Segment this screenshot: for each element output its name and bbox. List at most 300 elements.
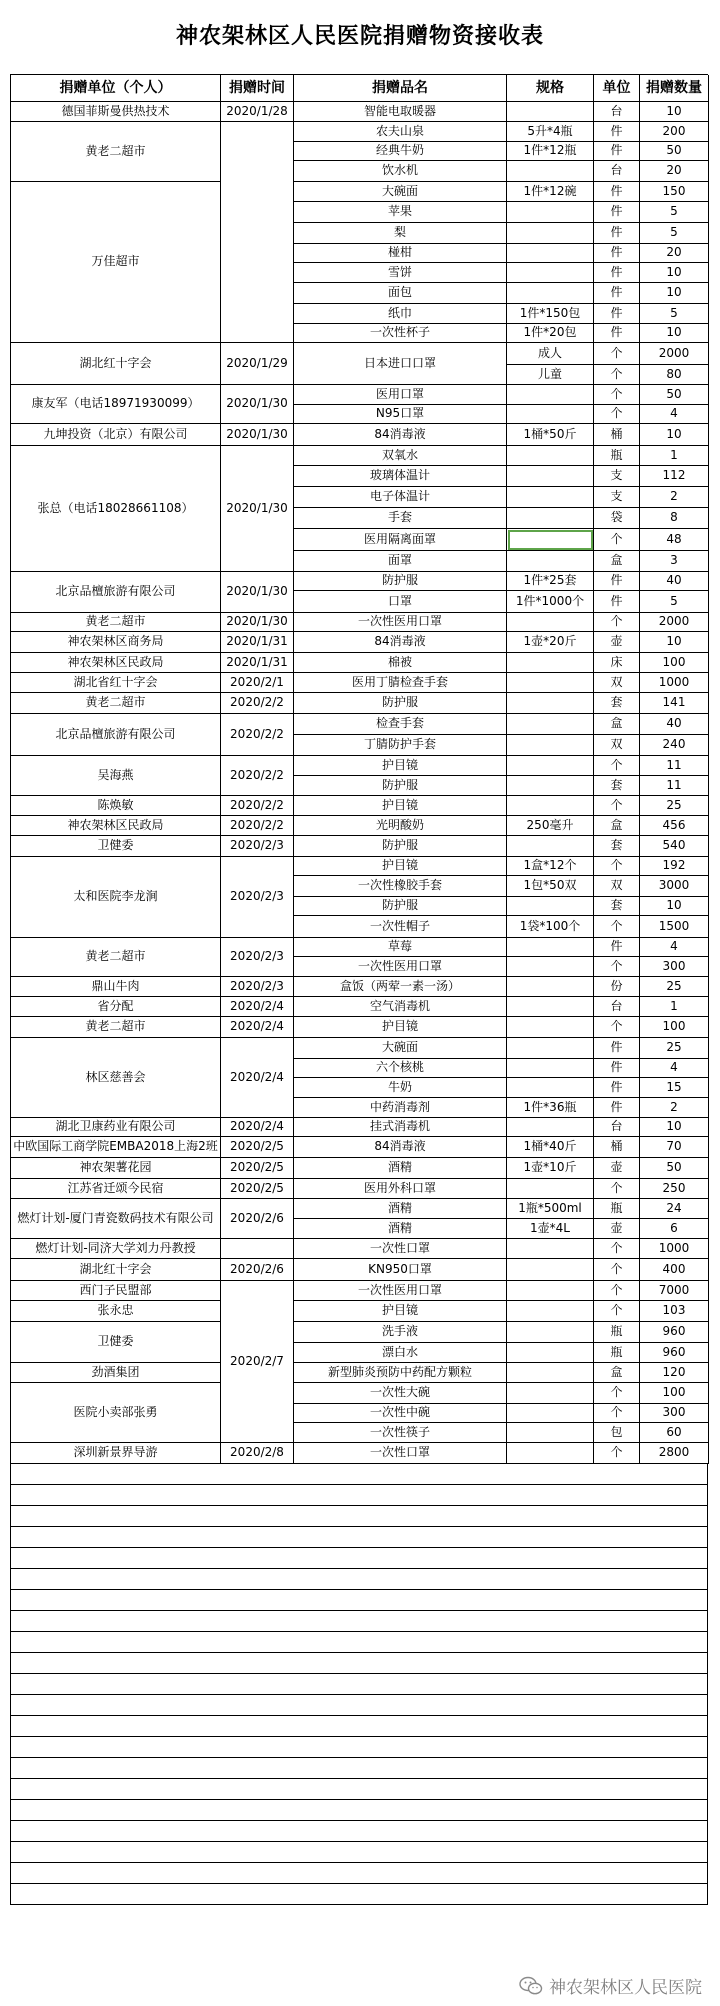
cell-unit: 盒	[594, 551, 640, 572]
cell-item: 防护服	[294, 897, 507, 916]
cell-qty: 103	[640, 1301, 709, 1322]
cell-qty: 6	[640, 1219, 709, 1239]
cell-spec	[507, 487, 594, 508]
cell-qty: 4	[640, 938, 709, 957]
cell-date: 2020/2/5	[221, 1137, 294, 1158]
cell-spec	[507, 1343, 594, 1363]
cell-qty: 48	[640, 529, 709, 551]
cell-qty: 10	[640, 897, 709, 916]
cell-spec	[507, 1179, 594, 1199]
cell-donor: 鼎山牛肉	[11, 977, 221, 997]
cell-item: 丁腈防护手套	[294, 735, 507, 756]
cell-date: 2020/2/4	[221, 1017, 294, 1038]
empty-row	[11, 1716, 708, 1737]
cell-unit: 件	[594, 202, 640, 223]
cell-spec	[507, 1281, 594, 1301]
cell-qty: 11	[640, 776, 709, 796]
cell-qty: 2000	[640, 613, 709, 632]
cell-spec: 1件*12碗	[507, 182, 594, 202]
cell-qty: 100	[640, 653, 709, 673]
cell-unit: 件	[594, 244, 640, 263]
cell-spec: 1瓶*500ml	[507, 1199, 594, 1219]
cell-unit: 个	[594, 1443, 640, 1464]
cell-unit: 瓶	[594, 446, 640, 466]
cell-item: 护目镜	[294, 857, 507, 876]
cell-item: 饮水机	[294, 161, 507, 182]
cell-date: 2020/2/6	[221, 1259, 294, 1281]
table-grid	[10, 74, 708, 1464]
cell-donor: 劲酒集团	[11, 1363, 221, 1383]
cell-unit: 瓶	[594, 1343, 640, 1363]
cell-date: 2020/2/4	[221, 997, 294, 1017]
cell-date: 2020/2/7	[221, 1281, 294, 1443]
cell-qty: 10	[640, 263, 709, 283]
cell-unit: 件	[594, 263, 640, 283]
cell-spec	[507, 613, 594, 632]
cell-spec	[507, 1059, 594, 1078]
cell-qty: 141	[640, 693, 709, 714]
cell-item: 一次性口罩	[294, 1239, 507, 1259]
cell-item: 大碗面	[294, 182, 507, 202]
cell-unit: 件	[594, 938, 640, 957]
cell-donor: 黄老二超市	[11, 938, 221, 977]
cell-date: 2020/2/4	[221, 1118, 294, 1137]
cell-date: 2020/2/1	[221, 673, 294, 693]
cell-unit: 份	[594, 977, 640, 997]
cell-item: 一次性医用口罩	[294, 613, 507, 632]
empty-row	[11, 1632, 708, 1653]
cell-item: 防护服	[294, 776, 507, 796]
empty-row	[11, 1569, 708, 1590]
cell-date: 2020/2/8	[221, 1443, 294, 1464]
cell-qty: 960	[640, 1322, 709, 1343]
cell-item: 护目镜	[294, 756, 507, 776]
cell-qty: 11	[640, 756, 709, 776]
cell-item: 一次性帽子	[294, 916, 507, 938]
cell-item: 检查手套	[294, 714, 507, 735]
blank-rows	[10, 1464, 708, 1905]
cell-date: 2020/2/2	[221, 714, 294, 756]
cell-item: 农夫山泉	[294, 122, 507, 142]
cell-spec: 1壶*20斤	[507, 632, 594, 653]
empty-row	[11, 1527, 708, 1548]
cell-spec	[507, 836, 594, 857]
cell-qty: 5	[640, 223, 709, 244]
cell-spec: 1壶*10斤	[507, 1158, 594, 1179]
cell-donor: 燃灯计划-厦门青瓷数码技术有限公司	[11, 1199, 221, 1239]
empty-row	[11, 1884, 708, 1905]
cell-qty: 1500	[640, 916, 709, 938]
cell-donor: 黄老二超市	[11, 1017, 221, 1038]
cell-item: 漂白水	[294, 1343, 507, 1363]
cell-unit: 个	[594, 405, 640, 424]
empty-row	[11, 1548, 708, 1569]
cell-item: 椪柑	[294, 244, 507, 263]
cell-spec	[507, 244, 594, 263]
cell-spec	[507, 957, 594, 977]
cell-item: 面罩	[294, 551, 507, 572]
cell-date	[221, 1239, 294, 1259]
cell-qty: 100	[640, 1017, 709, 1038]
cell-donor: 黄老二超市	[11, 613, 221, 632]
cell-donor: 张永忠	[11, 1301, 221, 1322]
cell-unit: 个	[594, 613, 640, 632]
cell-spec	[507, 756, 594, 776]
cell-qty: 3000	[640, 876, 709, 897]
cell-qty: 200	[640, 122, 709, 142]
cell-qty: 1000	[640, 1239, 709, 1259]
cell-spec: 1包*50双	[507, 876, 594, 897]
cell-donor: 省分配	[11, 997, 221, 1017]
cell-item: 护目镜	[294, 796, 507, 816]
cell-unit: 台	[594, 102, 640, 122]
cell-unit: 个	[594, 365, 640, 385]
cell-spec	[507, 529, 594, 551]
cell-qty: 2800	[640, 1443, 709, 1464]
cell-donor: 神农架林区民政局	[11, 653, 221, 673]
cell-unit: 件	[594, 324, 640, 343]
cell-spec	[507, 1443, 594, 1464]
cell-qty: 1000	[640, 673, 709, 693]
cell-spec: 1盒*12个	[507, 857, 594, 876]
donation-table	[10, 74, 708, 1905]
cell-item: 梨	[294, 223, 507, 244]
cell-unit: 件	[594, 1078, 640, 1098]
cell-unit: 个	[594, 796, 640, 816]
cell-date: 2020/1/30	[221, 572, 294, 613]
cell-qty: 10	[640, 283, 709, 304]
cell-qty: 4	[640, 405, 709, 424]
cell-unit: 套	[594, 776, 640, 796]
cell-item: 玻璃体温计	[294, 466, 507, 487]
empty-row	[11, 1821, 708, 1842]
cell-qty: 10	[640, 102, 709, 122]
cell-item: 一次性医用口罩	[294, 957, 507, 977]
cell-unit: 台	[594, 1118, 640, 1137]
cell-qty: 5	[640, 202, 709, 223]
cell-donor: 湖北红十字会	[11, 1259, 221, 1281]
cell-donor: 神农架薯花园	[11, 1158, 221, 1179]
cell-unit: 个	[594, 857, 640, 876]
cell-item: N95口罩	[294, 405, 507, 424]
cell-qty: 50	[640, 142, 709, 161]
cell-spec: 儿童	[507, 365, 594, 385]
empty-row	[11, 1653, 708, 1674]
cell-date: 2020/1/30	[221, 385, 294, 424]
cell-spec	[507, 997, 594, 1017]
cell-unit: 个	[594, 1301, 640, 1322]
empty-row	[11, 1737, 708, 1758]
cell-item: 口罩	[294, 591, 507, 613]
cell-item: 84消毒液	[294, 1137, 507, 1158]
cell-item: 防护服	[294, 572, 507, 591]
cell-spec	[507, 796, 594, 816]
cell-spec: 1壶*4L	[507, 1219, 594, 1239]
cell-spec: 1件*36瓶	[507, 1098, 594, 1118]
cell-donor: 神农架林区民政局	[11, 816, 221, 836]
cell-unit: 件	[594, 142, 640, 161]
cell-spec	[507, 1383, 594, 1404]
cell-qty: 240	[640, 735, 709, 756]
cell-item: 酒精	[294, 1158, 507, 1179]
cell-donor: 西门子民盟部	[11, 1281, 221, 1301]
cell-qty: 50	[640, 1158, 709, 1179]
cell-donor: 黄老二超市	[11, 122, 221, 182]
cell-spec	[507, 551, 594, 572]
cell-date: 2020/2/3	[221, 836, 294, 857]
cell-spec	[507, 508, 594, 529]
cell-qty: 960	[640, 1343, 709, 1363]
cell-spec	[507, 1118, 594, 1137]
cell-item: 电子体温计	[294, 487, 507, 508]
cell-qty: 456	[640, 816, 709, 836]
cell-qty: 1	[640, 997, 709, 1017]
cell-date: 2020/2/5	[221, 1158, 294, 1179]
cell-unit: 件	[594, 1098, 640, 1118]
cell-unit: 盒	[594, 816, 640, 836]
cell-spec	[507, 673, 594, 693]
cell-donor: 林区慈善会	[11, 1038, 221, 1118]
cell-donor: 江苏省迁颂今民宿	[11, 1179, 221, 1199]
cell-spec: 1件*1000个	[507, 591, 594, 613]
cell-unit: 袋	[594, 508, 640, 529]
cell-unit: 个	[594, 1179, 640, 1199]
cell-date: 2020/1/31	[221, 632, 294, 653]
cell-item: 防护服	[294, 693, 507, 714]
cell-spec: 成人	[507, 343, 594, 365]
cell-qty: 40	[640, 714, 709, 735]
cell-item: 医用丁腈检查手套	[294, 673, 507, 693]
cell-unit: 个	[594, 1239, 640, 1259]
empty-row	[11, 1695, 708, 1716]
cell-qty: 20	[640, 244, 709, 263]
cell-qty: 50	[640, 385, 709, 405]
cell-spec	[507, 776, 594, 796]
cell-spec: 1件*20包	[507, 324, 594, 343]
cell-unit: 件	[594, 223, 640, 244]
cell-unit: 桶	[594, 1137, 640, 1158]
cell-spec	[507, 1423, 594, 1443]
cell-spec: 250毫升	[507, 816, 594, 836]
cell-unit: 个	[594, 916, 640, 938]
cell-spec	[507, 735, 594, 756]
cell-unit: 个	[594, 957, 640, 977]
cell-item: 大碗面	[294, 1038, 507, 1059]
cell-qty: 300	[640, 1404, 709, 1423]
cell-item: 盒饭（两荤一素一汤）	[294, 977, 507, 997]
cell-qty: 10	[640, 324, 709, 343]
empty-row	[11, 1758, 708, 1779]
cell-item: 新型肺炎预防中药配方颗粒	[294, 1363, 507, 1383]
wechat-icon	[519, 1976, 543, 1996]
cell-item: 医用隔离面罩	[294, 529, 507, 551]
cell-unit: 件	[594, 304, 640, 324]
cell-spec	[507, 263, 594, 283]
cell-item: 酒精	[294, 1199, 507, 1219]
cell-qty: 5	[640, 591, 709, 613]
cell-unit: 双	[594, 673, 640, 693]
cell-donor: 德国菲斯曼供热技术	[11, 102, 221, 122]
cell-qty: 80	[640, 365, 709, 385]
cell-spec	[507, 202, 594, 223]
cell-spec	[507, 693, 594, 714]
cell-donor: 卫健委	[11, 1322, 221, 1363]
cell-spec	[507, 938, 594, 957]
cell-item: 一次性口罩	[294, 1443, 507, 1464]
cell-unit: 个	[594, 1281, 640, 1301]
cell-date: 2020/1/31	[221, 653, 294, 673]
cell-spec	[507, 102, 594, 122]
cell-donor: 吴海燕	[11, 756, 221, 796]
cell-item: 医用外科口罩	[294, 1179, 507, 1199]
cell-item: 一次性橡胶手套	[294, 876, 507, 897]
cell-spec: 1件*12瓶	[507, 142, 594, 161]
cell-spec	[507, 1322, 594, 1343]
cell-qty: 10	[640, 424, 709, 446]
cell-date: 2020/2/3	[221, 857, 294, 938]
cell-item: 日本进口口罩	[294, 343, 507, 385]
cell-spec	[507, 223, 594, 244]
cell-donor: 北京品檀旅游有限公司	[11, 714, 221, 756]
cell-qty: 192	[640, 857, 709, 876]
cell-unit: 套	[594, 897, 640, 916]
cell-date: 2020/1/28	[221, 102, 294, 122]
header-date: 捐赠时间	[221, 75, 294, 102]
cell-donor: 陈焕敏	[11, 796, 221, 816]
cell-spec: 1桶*50斤	[507, 424, 594, 446]
cell-item: 面包	[294, 283, 507, 304]
cell-qty: 2	[640, 1098, 709, 1118]
cell-unit: 壶	[594, 1219, 640, 1239]
cell-item: 草莓	[294, 938, 507, 957]
cell-date: 2020/1/30	[221, 446, 294, 572]
cell-item: 雪饼	[294, 263, 507, 283]
cell-spec	[507, 897, 594, 916]
cell-unit: 套	[594, 693, 640, 714]
cell-spec	[507, 466, 594, 487]
cell-unit: 个	[594, 343, 640, 365]
cell-qty: 100	[640, 1383, 709, 1404]
cell-unit: 个	[594, 1259, 640, 1281]
empty-row	[11, 1842, 708, 1863]
cell-unit: 个	[594, 756, 640, 776]
cell-item: 一次性杯子	[294, 324, 507, 343]
cell-item: 纸巾	[294, 304, 507, 324]
cell-item: 一次性筷子	[294, 1423, 507, 1443]
cell-qty: 120	[640, 1363, 709, 1383]
cell-item: 护目镜	[294, 1017, 507, 1038]
cell-donor: 深圳新景界导游	[11, 1443, 221, 1464]
cell-item: 84消毒液	[294, 424, 507, 446]
cell-spec: 1袋*100个	[507, 916, 594, 938]
empty-row	[11, 1506, 708, 1527]
cell-unit: 件	[594, 1038, 640, 1059]
cell-item: 护目镜	[294, 1301, 507, 1322]
cell-donor: 黄老二超市	[11, 693, 221, 714]
cell-item: 医用口罩	[294, 385, 507, 405]
cell-qty: 10	[640, 1118, 709, 1137]
cell-item: 酒精	[294, 1219, 507, 1239]
cell-item: 智能电取暖器	[294, 102, 507, 122]
cell-unit: 包	[594, 1423, 640, 1443]
cell-donor: 万佳超市	[11, 182, 221, 343]
cell-date: 2020/2/2	[221, 693, 294, 714]
cell-qty: 15	[640, 1078, 709, 1098]
cell-date: 2020/2/6	[221, 1199, 294, 1239]
cell-spec	[507, 1239, 594, 1259]
cell-donor: 医院小卖部张勇	[11, 1383, 221, 1443]
cell-qty: 40	[640, 572, 709, 591]
cell-item: 一次性大碗	[294, 1383, 507, 1404]
cell-qty: 400	[640, 1259, 709, 1281]
cell-item: 手套	[294, 508, 507, 529]
cell-spec	[507, 653, 594, 673]
cell-unit: 瓶	[594, 1322, 640, 1343]
cell-spec	[507, 977, 594, 997]
cell-date: 2020/2/2	[221, 796, 294, 816]
cell-qty: 25	[640, 1038, 709, 1059]
cell-donor: 太和医院李龙涧	[11, 857, 221, 938]
cell-item: 经典牛奶	[294, 142, 507, 161]
cell-donor: 九坤投资（北京）有限公司	[11, 424, 221, 446]
empty-row	[11, 1674, 708, 1695]
cell-unit: 个	[594, 385, 640, 405]
cell-spec	[507, 446, 594, 466]
cell-qty: 7000	[640, 1281, 709, 1301]
cell-unit: 桶	[594, 424, 640, 446]
cell-donor: 康友军（电话18971930099）	[11, 385, 221, 424]
cell-date: 2020/2/2	[221, 756, 294, 796]
cell-unit: 壶	[594, 632, 640, 653]
cell-unit: 盒	[594, 1363, 640, 1383]
cell-unit: 件	[594, 283, 640, 304]
cell-spec	[507, 385, 594, 405]
cell-qty: 1	[640, 446, 709, 466]
cell-unit: 个	[594, 1404, 640, 1423]
cell-date: 2020/2/5	[221, 1179, 294, 1199]
cell-qty: 24	[640, 1199, 709, 1219]
empty-row	[11, 1779, 708, 1800]
cell-unit: 台	[594, 161, 640, 182]
cell-item: 光明酸奶	[294, 816, 507, 836]
cell-spec: 5升*4瓶	[507, 122, 594, 142]
cell-date: 2020/2/4	[221, 1038, 294, 1118]
cell-donor: 湖北红十字会	[11, 343, 221, 385]
cell-date: 2020/2/2	[221, 816, 294, 836]
cell-item: 84消毒液	[294, 632, 507, 653]
cell-item: 洗手液	[294, 1322, 507, 1343]
cell-unit: 壶	[594, 1158, 640, 1179]
cell-spec	[507, 283, 594, 304]
cell-spec	[507, 405, 594, 424]
empty-row	[11, 1485, 708, 1506]
watermark-text: 神农架林区人民医院	[549, 1978, 702, 1998]
cell-item: 棉被	[294, 653, 507, 673]
empty-row	[11, 1611, 708, 1632]
cell-qty: 8	[640, 508, 709, 529]
cell-spec	[507, 1078, 594, 1098]
cell-spec	[507, 1363, 594, 1383]
cell-date	[221, 122, 294, 343]
cell-spec	[507, 714, 594, 735]
cell-qty: 70	[640, 1137, 709, 1158]
cell-unit: 瓶	[594, 1199, 640, 1219]
cell-qty: 20	[640, 161, 709, 182]
page-title: 神农架林区人民医院捐赠物资接收表	[175, 24, 544, 49]
cell-item: 中药消毒剂	[294, 1098, 507, 1118]
cell-qty: 4	[640, 1059, 709, 1078]
cell-unit: 盒	[594, 714, 640, 735]
